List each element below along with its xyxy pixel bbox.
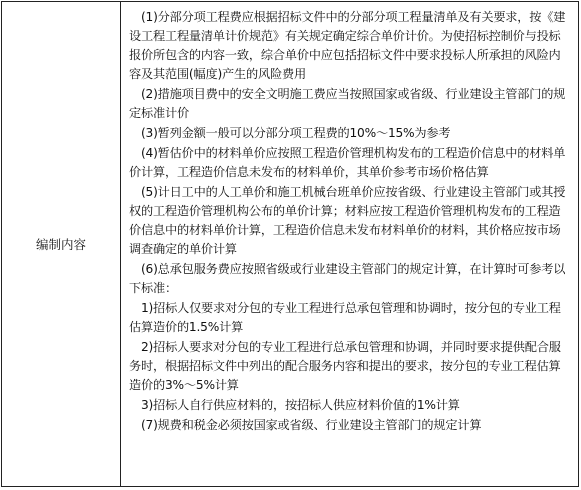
paragraph-7: (7)规费和税金必须按国家或省级、行业建设主管部门的规定计算 [141, 418, 482, 432]
row-label: 编制内容 [2, 2, 121, 487]
paragraph-4: (4)暂估价中的材料单价应按照工程造价管理机构发布的工程造价信息中的材料单价计算，工程造价信息未发布的材料单价，其单价参考市场价格估算 [129, 146, 566, 179]
content-table [1, 1, 579, 487]
paragraph-3: (3)暂列金额一般可以分部分项工程费的10%～15%为参考 [141, 126, 451, 140]
paragraph-5: (5)计日工中的人工单价和施工机械台班单价应按省级、行业建设主管部门或其授权的工程造价管理机构公布的单价计算；材料应按工程造价管理机构发布的工程造价信息中的材料单价计算，工程造价信息未发布材料单价的材料，其价格应按市场调查确定的单价计算 [129, 185, 566, 256]
paragraph-6-item-3: 3)招标人自行供应材料的，按招标人供应材料价值的1%计算 [141, 398, 460, 412]
paragraph-6: (6)总承包服务费应按照省级或行业建设主管部门的规定计算，在计算时可参考以下标准： [129, 262, 566, 295]
content-cell [121, 2, 579, 487]
paragraph-1: (1)分部分项工程费应根据招标文件中的分部分项工程量清单及有关要求，按《建设工程工程量清单计价规范》有关规定确定综合单价计价。为使招标控制价与投标报价所包含的内容一致，综合单价中应包括招标文件中要求投标人所承担的风险内容及其范围(幅度)产生的风险费用 [129, 10, 566, 81]
paragraph-6-item-2: 2)招标人要求对分包的专业工程进行总承包管理和协调，并同时要求提供配合服务时，根据招标文件中列出的配合服务内容和提出的要求，按分包的专业工程估算造价的3%～5%计算 [129, 340, 561, 392]
table-row [2, 2, 579, 487]
paragraph-2: (2)措施项目费中的安全文明施工费应当按照国家或省级、行业建设主管部门的规定标准计价 [129, 87, 566, 120]
paragraph-6-item-1: 1)招标人仅要求对分包的专业工程进行总承包管理和协调时，按分包的专业工程估算造价的1.5%计算 [129, 301, 561, 334]
